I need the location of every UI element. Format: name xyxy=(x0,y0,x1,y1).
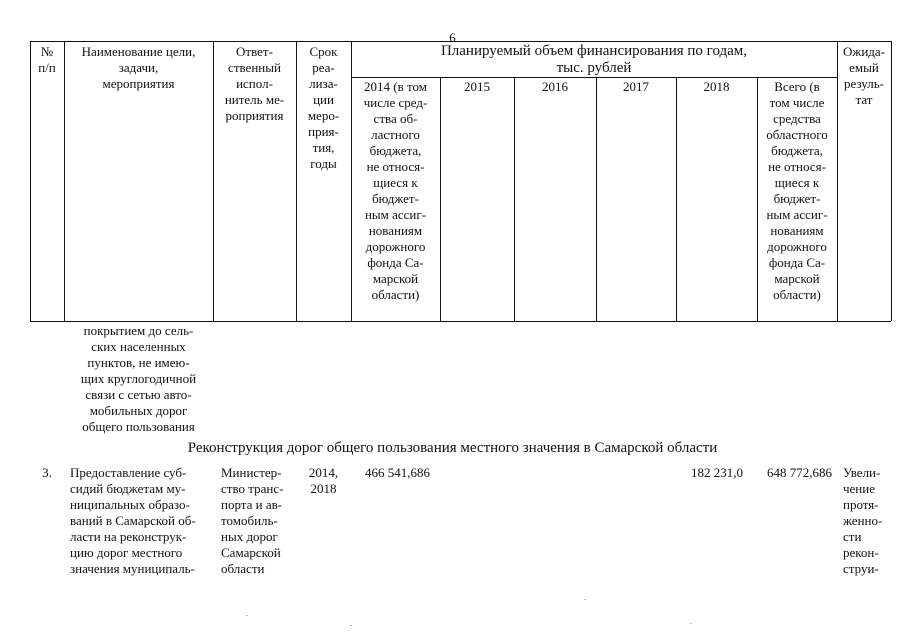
scan-speck xyxy=(350,625,352,626)
scan-speck xyxy=(584,599,586,600)
header-term: Срок реа- лиза- ции меро- прия- тия, годы xyxy=(307,44,340,171)
section-title: Реконструкция дорог общего пользования местного значения в Самарской области xyxy=(187,440,718,456)
header-2015: 2015 xyxy=(464,79,490,94)
header-result: Ожида- емый резуль- тат xyxy=(842,44,886,107)
header-total: Всего (в том числе средства областного бюджета, не относя- щиеся к бюджет- ным ассиг- нованиям дорожного фонда Са- марской области) xyxy=(766,79,828,302)
row3-total: 648 772,686 xyxy=(767,465,832,480)
table-left-border xyxy=(30,41,31,321)
header-name: Наименование цели, задачи, мероприятия xyxy=(81,44,196,91)
row3-2014: 466 541,686 xyxy=(365,465,430,480)
header-2018: 2018 xyxy=(703,79,730,94)
row3-2018: 182 231,0 xyxy=(691,465,743,480)
scan-speck xyxy=(690,623,692,624)
continued-row-text: покрытием до сель- ских населенных пунктов, не имею- щих круглогодичной связи с сетью авто- мобильных дорог общего пользования xyxy=(80,323,197,434)
funding-group-divider xyxy=(351,77,837,78)
col-divider-2016 xyxy=(596,77,597,321)
row3-name: Предоставление суб- сидий бюджетам му- ниципальных образо- ваний в Самарской об- ласти на реконструк- цию дорог местного значения муниципаль- xyxy=(70,465,196,576)
row3-no: 3. xyxy=(42,465,52,480)
header-executor: Ответ- ственный испол- нитель ме- роприятия xyxy=(224,44,285,123)
header-no: № п/п xyxy=(38,44,56,75)
row3-term: 2014, 2018 xyxy=(308,465,339,496)
header-funding-group: Планируемый объем финансирования по годам, тыс. рублей xyxy=(440,43,748,76)
table-top-border xyxy=(30,41,891,42)
header-2016: 2016 xyxy=(542,79,568,94)
row3-executor: Министер- ство транс- порта и ав- томобиль- ных дорог Самарской области xyxy=(221,465,284,576)
col-divider-2017 xyxy=(676,77,677,321)
scan-speck xyxy=(246,615,248,616)
header-2014: 2014 (в том числе сред- ства об- ластного бюджета, не относя- щиеся к бюджет- ным ассиг- нованиям дорожного фонда Са- марской области) xyxy=(363,79,428,302)
table-right-border xyxy=(891,41,892,321)
col-divider-2014 xyxy=(440,77,441,321)
page-number: 6 xyxy=(449,30,456,45)
row3-result: Увели- чение протя- женно- сти рекон- струи- xyxy=(843,465,883,576)
header-2017: 2017 xyxy=(623,79,649,94)
col-divider-2015 xyxy=(514,77,515,321)
table-header-bottom-border xyxy=(30,321,891,322)
